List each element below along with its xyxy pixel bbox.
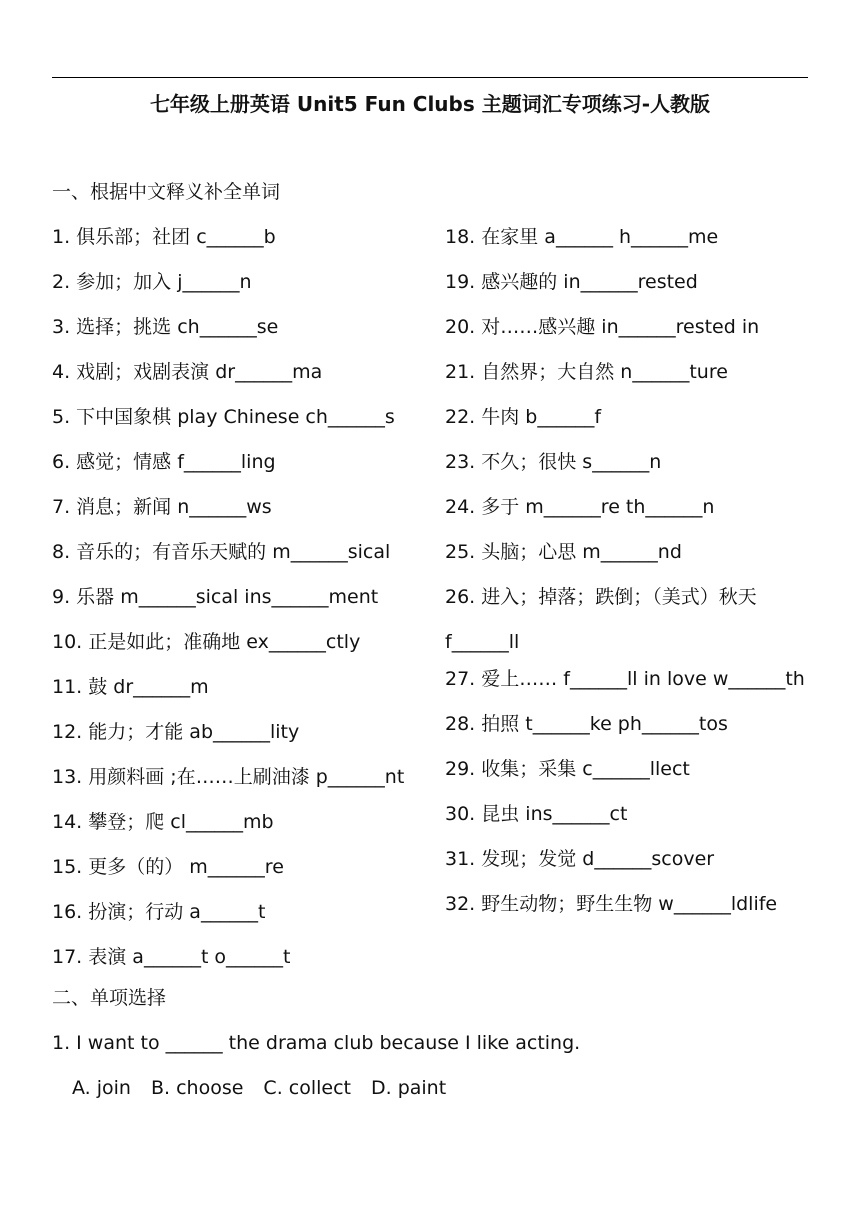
exercise-item: 7. 消息；新闻 n______ws [52,496,272,518]
exercise-item: 13. 用颜料画 ;在……上刷油漆 p______nt [52,766,405,788]
header-rule [52,77,808,78]
exercise-item: 9. 乐器 m______sical ins______ment [52,586,379,608]
exercise-item: 10. 正是如此；准确地 ex______ctly [52,631,361,653]
exercise-item: 25. 头脑；心思 m______nd [445,541,682,563]
exercise-item: 1. 俱乐部；社团 c______b [52,226,276,248]
question-text: 1. I want to ______ the drama club because I like acting. [52,1032,581,1054]
exercise-item: 19. 感兴趣的 in______rested [445,271,698,293]
exercise-item: 6. 感觉；情感 f______ling [52,451,276,473]
document-title: 七年级上册英语 Unit5 Fun Clubs 主题词汇专项练习-人教版 [149,92,711,116]
option-c: C. collect [263,1077,351,1099]
exercise-item: 3. 选择；挑选 ch______se [52,316,279,338]
exercise-item: 21. 自然界；大自然 n______ture [445,361,728,383]
exercise-item: 11. 鼓 dr______m [52,676,209,698]
exercise-item: 16. 扮演；行动 a______t [52,901,266,923]
exercise-item: 4. 戏剧；戏剧表演 dr______ma [52,361,323,383]
answer-options [72,1075,446,1101]
option-d: D. paint [370,1077,447,1099]
exercise-item: 28. 拍照 t______ke ph______tos [445,713,728,735]
exercise-item: 26. 进入；掉落；跌倒；（美式）秋天 f______ll [445,586,757,653]
exercise-item: 12. 能力；才能 ab______lity [52,721,300,743]
exercise-item: 18. 在家里 a______ h______me [445,226,719,248]
exercise-item: 8. 音乐的；有音乐天赋的 m______sical [52,541,391,563]
left-column [52,223,432,988]
exercise-item: 23. 不久；很快 s______n [445,451,662,473]
exercise-item: 17. 表演 a______t o______t [52,946,291,968]
exercise-item: 20. 对……感兴趣 in______rested in [445,316,760,338]
exercise-item: 15. 更多（的） m______re [52,856,284,878]
exercise-item: 5. 下中国象棋 play Chinese ch______s [52,406,395,428]
exercise-item: 2. 参加；加入 j______n [52,271,252,293]
option-a: A. join [72,1077,131,1099]
exercise-item: 31. 发现；发觉 d______scover [445,848,715,870]
exercise-item: 32. 野生动物；野生生物 w______ldlife [445,893,778,915]
option-b: B. choose [150,1077,244,1099]
right-column [445,223,811,935]
exercise-item: 27. 爱上…… f______ll in love w______th [445,668,805,690]
exercise-item: 24. 多于 m______re th______n [445,496,715,518]
section-2-heading: 二、单项选择 [52,987,167,1009]
exercise-item: 30. 昆虫 ins______ct [445,803,628,825]
exercise-item: 14. 攀登；爬 cl______mb [52,811,274,833]
exercise-item: 22. 牛肉 b______f [445,406,602,428]
section-1-heading: 一、根据中文释义补全单词 [52,181,281,203]
exercise-item: 29. 收集；采集 c______llect [445,758,690,780]
